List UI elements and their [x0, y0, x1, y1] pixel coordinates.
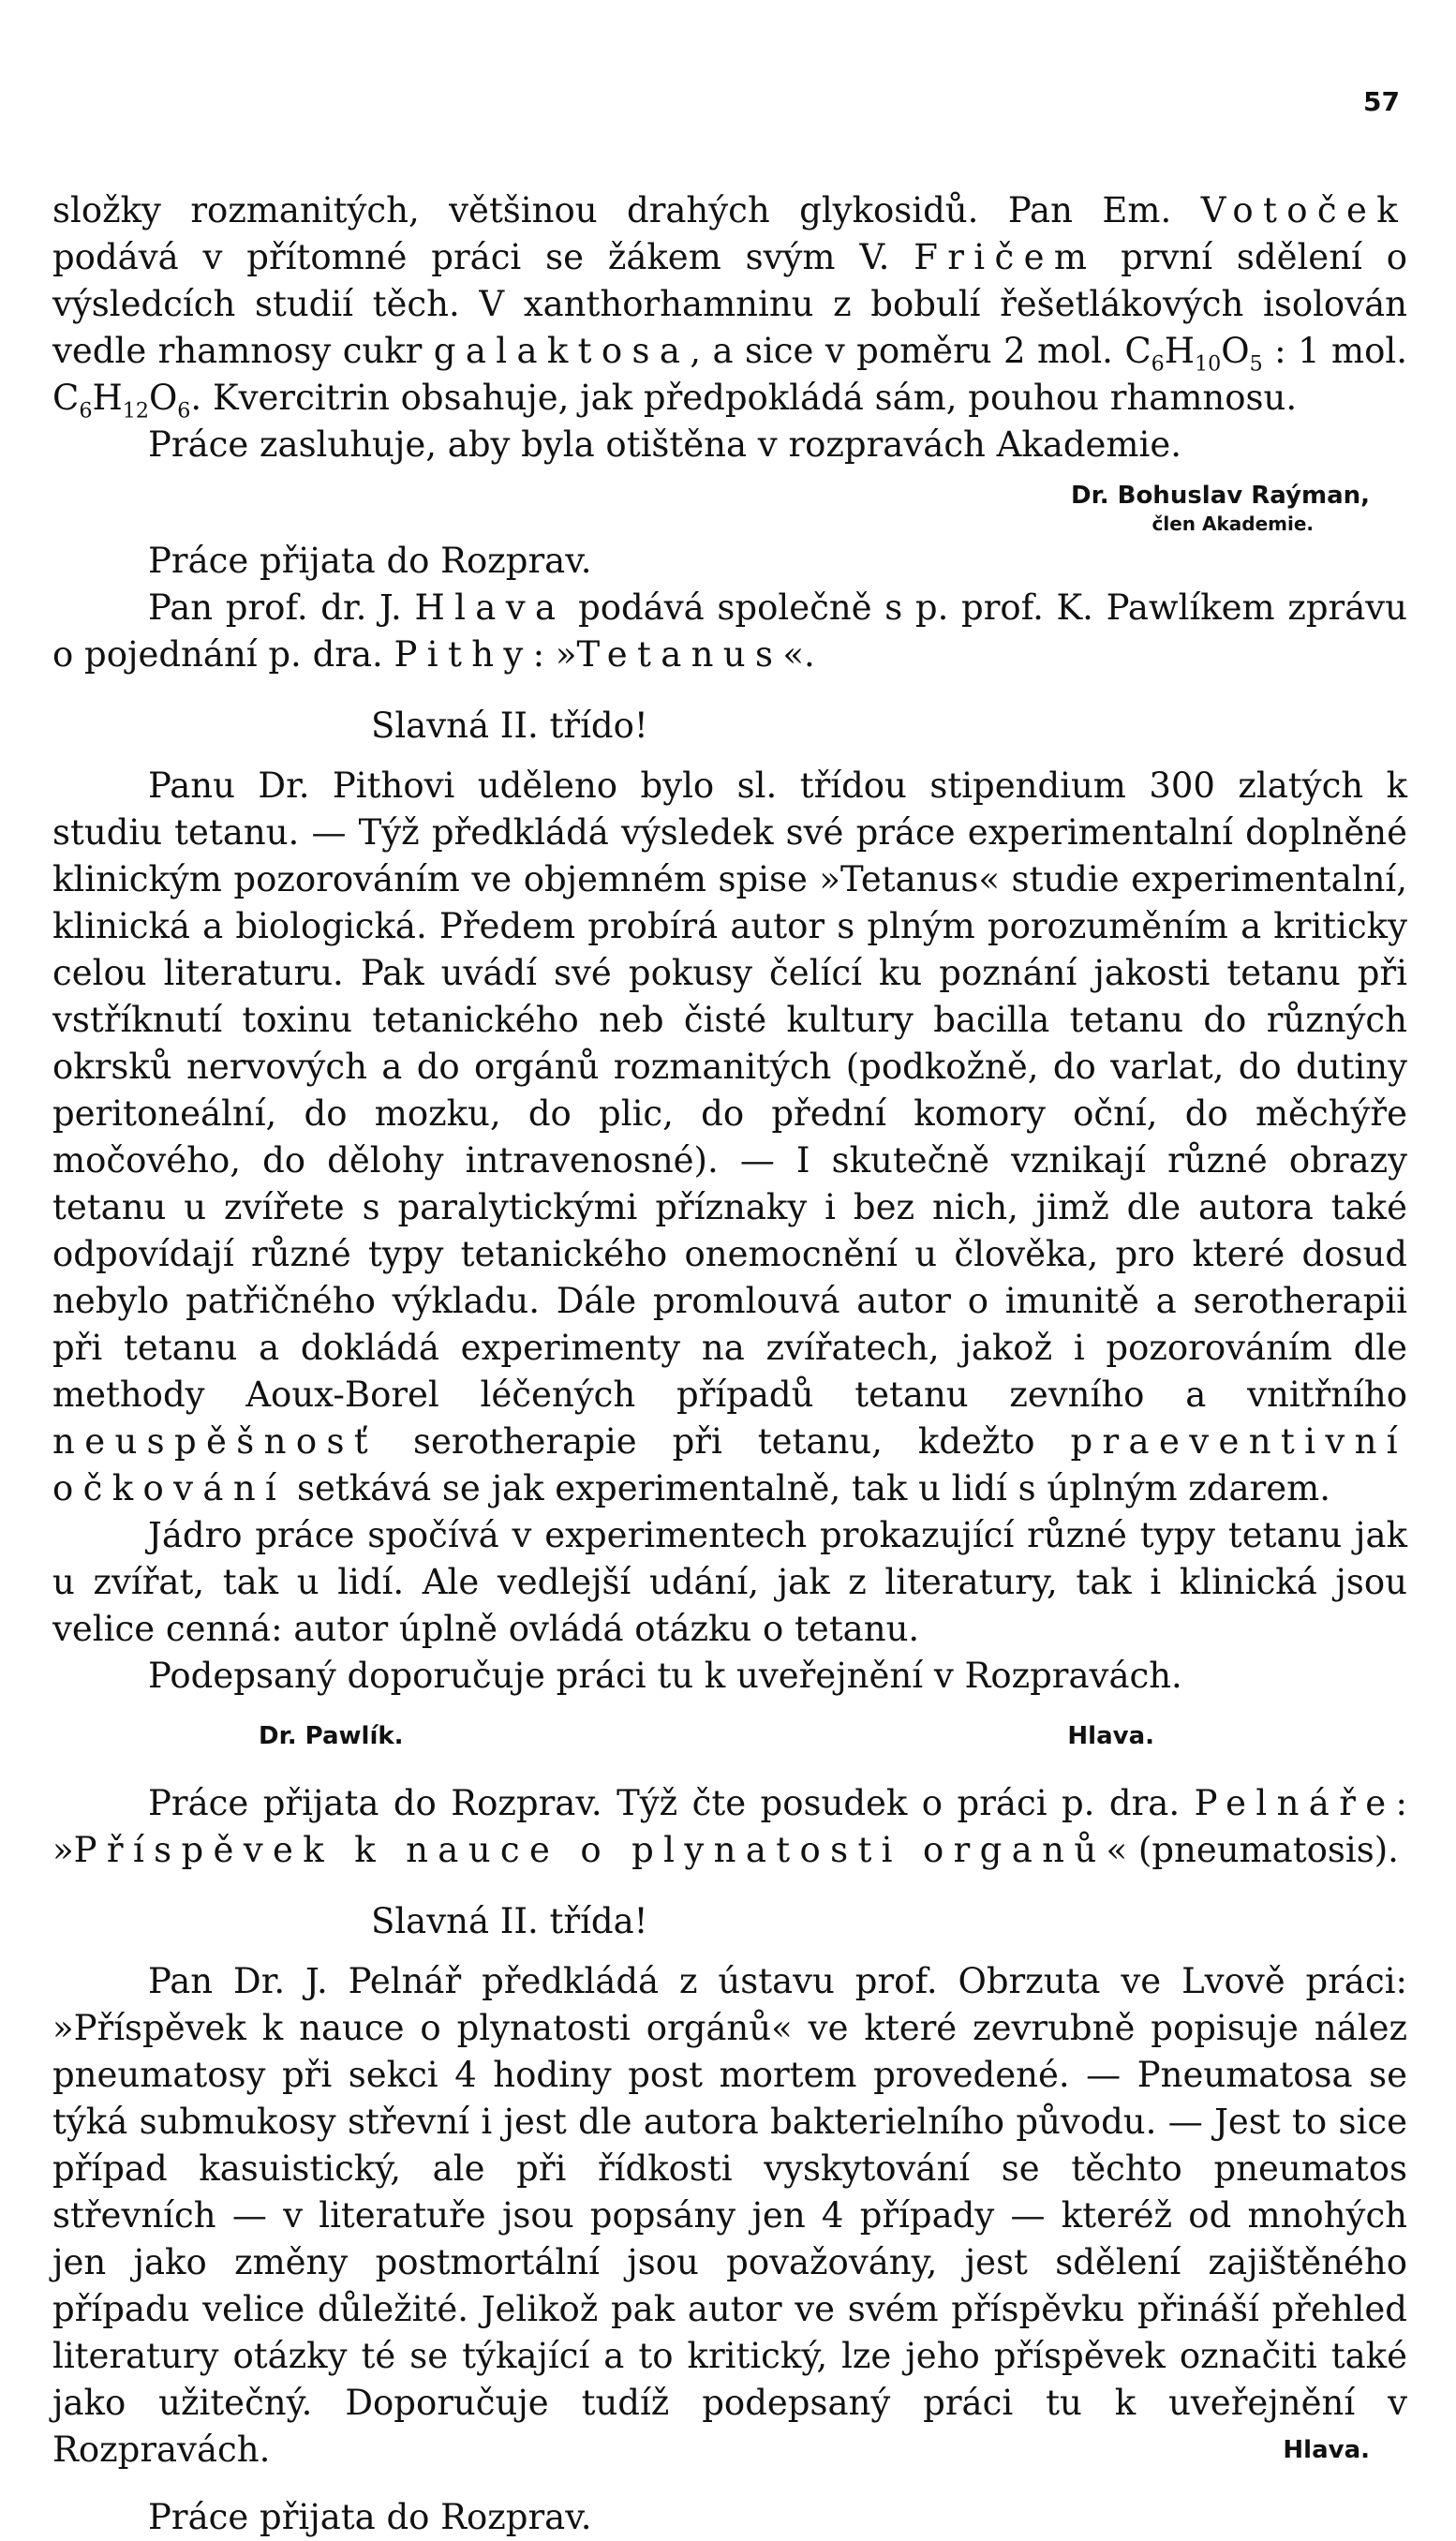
- signature-rayman: [52, 482, 1370, 538]
- paragraph-1: složky rozmanitých, většinou drahých glykosidů. Pan Em. Votoček podává v přítomné práci se žákem svým V. Fričem první sdělení o výsledcích studií těch. V xanthorhamninu z bobulí řešetlákových isolován vedle rhamnosy cukr galaktosa, a sice v poměru 2 mol. $C_6H_{10}O_5$ : 1 mol. $C_6H_{12}O_6$. Kvercitrin obsahuje, jak předpokládá sám, pouhou rhamnosu.: [52, 190, 1407, 424]
- paragraph-10: Práce přijata do Rozprav.: [148, 2497, 592, 2537]
- signature-pawlik: Dr. Pawlík.: [259, 1722, 404, 1750]
- paragraph-8: Práce přijata do Rozprav. Týž čte posudek o práci p. dra. Pelnáře: »Příspěvek k nauce o plynatosti organů« (pneumatosis).: [52, 1783, 1407, 1870]
- signature-title: člen Akademie.: [1151, 513, 1314, 535]
- page-number: 57: [1363, 86, 1400, 117]
- signature-hlava: Hlava.: [1067, 1722, 1154, 1750]
- salutation-1: Slavná II. třído!: [371, 706, 648, 746]
- paragraph-6: Jádro práce spočívá v experimentech prokazující různé typy tetanu jak u zvířat, tak u lidí. Ale vedlejší udání, jak z literatury, tak i klinická jsou velice cenná: autor úplně ovládá otázku o tetanu.: [52, 1515, 1407, 1649]
- text-column: [52, 187, 1407, 2541]
- paragraph-5: Panu Dr. Pithovi uděleno bylo sl. třídou stipendium 300 zlatých k studiu tetanu. — Týž předkládá výsledek své práce experimentalní doplněné klinickým pozorováním ve objemném spise »Tetanus« studie experimentalní, klinická a biologická. Předem probírá autor s plným porozuměním a kriticky celou literaturu. Pak uvádí své pokusy čelící ku poznání jakosti tetanu při vstříknutí toxinu tetanického neb čisté kultury bacilla tetanu do různých okrsků nervových a do orgánů rozmanitých (podkožně, do varlat, do dutiny peritoneální, do mozku, do plic, do přední komory oční, do měchýře močového, do dělohy intravenosné). — I skutečně vznikají různé obrazy tetanu u zvířete s paralytickými příznaky i bez nich, jimž dle autora také odpovídají různé typy tetanického onemocnění u člověka, pro které dosud nebylo patřičného výkladu. Dále promlouvá autor o imunitě a serotherapii při tetanu a dokládá experimenty na zvířatech, jakož i pozorováním dle methody Aoux-Borel léčených případů tetanu zevního a vnitřního neuspěšnosť serotherapie při tetanu, kdežto praeventivní očkování setkává se jak experimentalně, tak u lidí s úplným zdarem.: [52, 765, 1407, 1508]
- signature-name: Dr. Bohuslav Raýman,: [1071, 482, 1370, 510]
- paragraph-4: Pan prof. dr. J. Hlava podává společně s p. prof. K. Pawlíkem zprávu o pojednání p. dra. Pithy: »Tetanus«.: [52, 587, 1407, 675]
- paragraph-2: Práce zasluhuje, aby byla otištěna v rozpravách Akademie.: [148, 424, 1181, 465]
- salutation-2: Slavná II. třída!: [371, 1901, 648, 1941]
- signature-pair: [259, 1713, 1154, 1760]
- paragraph-9: Pan Dr. J. Pelnář předkládá z ústavu prof. Obrzuta ve Lvově práci: »Příspěvek k nauce o plynatosti orgánů« ve které zevrubně popisuje nález pneumatosy při sekci 4 hodiny post mortem provedené. — Pneumatosa se týká submukosy střevní i jest dle autora bakterielního původu. — Jest to sice případ kasuistický, ale při řídkosti vyskytování se těchto pneumatos střevních — v literatuře jsou popsány jen 4 případy — kteréž od mnohých jen jako změny postmortální jsou považovány, jest sdělení zajištěného případu velice důležité. Jelikož pak autor ve svém příspěvku přináší přehled literatury otázky té se týkající a to kritický, lze jeho příspěvek označiti také jako užitečný. Doporučuje tudíž podepsaný práci tu k uveřejnění v Rozpravách. Hlava.: [52, 1958, 1407, 2474]
- paragraph-7: Podepsaný doporučuje práci tu k uveřejnění v Rozpravách.: [148, 1656, 1182, 1696]
- signature-hlava-2: Hlava.: [1283, 2436, 1370, 2464]
- paragraph-3: Práce přijata do Rozprav.: [148, 541, 592, 581]
